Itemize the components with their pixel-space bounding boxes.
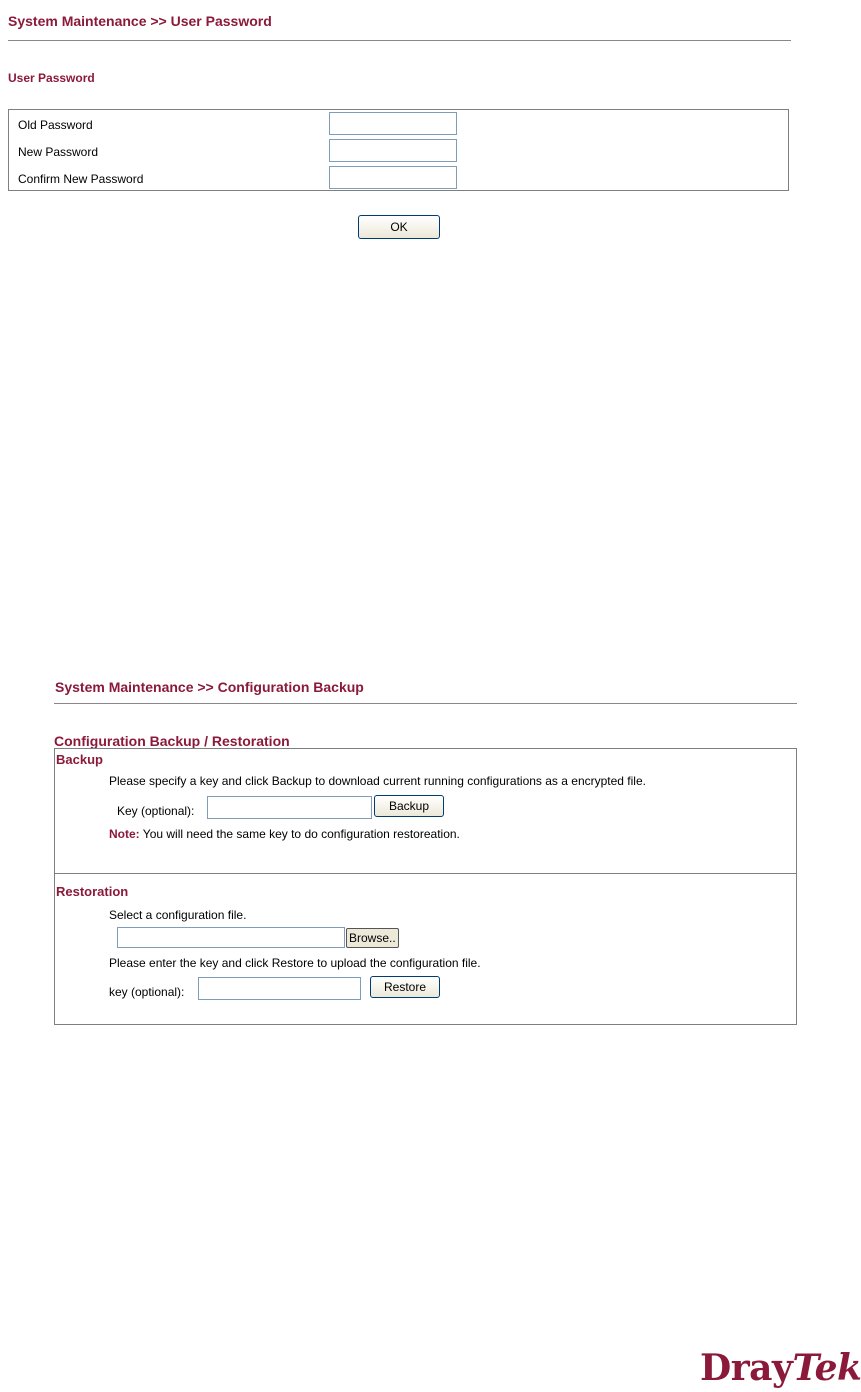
new-password-label: New Password: [18, 145, 99, 159]
restore-key-label: key (optional):: [109, 985, 185, 999]
draytek-logo: [700, 1347, 861, 1389]
note-text: You will need the same key to do configuration restoreation.: [139, 827, 460, 841]
backup-note: [109, 827, 460, 841]
backup-key-input[interactable]: [207, 796, 372, 819]
config-page-title: System Maintenance >> Configuration Backup: [55, 679, 364, 695]
backup-description: Please specify a key and click Backup to download current running configurations as a encrypted file.: [109, 774, 646, 788]
config-section-title: Configuration Backup / Restoration: [54, 733, 290, 749]
restore-button[interactable]: Restore: [370, 976, 440, 998]
section-divider: [55, 873, 796, 874]
restore-instruction: Please enter the key and click Restore to upload the configuration file.: [109, 956, 481, 970]
password-form-table: [8, 109, 789, 191]
backup-key-label: Key (optional):: [117, 804, 195, 818]
ok-button[interactable]: OK: [358, 215, 440, 239]
config-file-input[interactable]: [117, 927, 345, 948]
section-title: User Password: [8, 71, 95, 85]
note-prefix: Note:: [109, 827, 140, 841]
old-password-input[interactable]: [329, 112, 457, 135]
old-password-row: [9, 110, 788, 137]
restore-key-input[interactable]: [198, 977, 361, 1000]
logo-dray: Dray: [700, 1347, 793, 1389]
logo-tek: Tek: [792, 1347, 861, 1389]
backup-button[interactable]: Backup: [374, 795, 444, 817]
config-backup-panel: [54, 748, 797, 1025]
backup-heading: Backup: [56, 752, 103, 767]
new-password-input[interactable]: [329, 139, 457, 162]
new-password-row: [9, 137, 788, 164]
select-file-text: Select a configuration file.: [109, 908, 247, 922]
restoration-heading: Restoration: [56, 884, 129, 899]
confirm-password-row: [9, 164, 788, 191]
confirm-password-label: Confirm New Password: [18, 172, 144, 186]
browse-button[interactable]: Browse..: [346, 928, 399, 948]
title-divider: [8, 40, 791, 41]
config-title-divider: [54, 703, 797, 704]
page-title: System Maintenance >> User Password: [8, 13, 272, 29]
old-password-label: Old Password: [18, 118, 93, 132]
confirm-password-input[interactable]: [329, 166, 457, 189]
